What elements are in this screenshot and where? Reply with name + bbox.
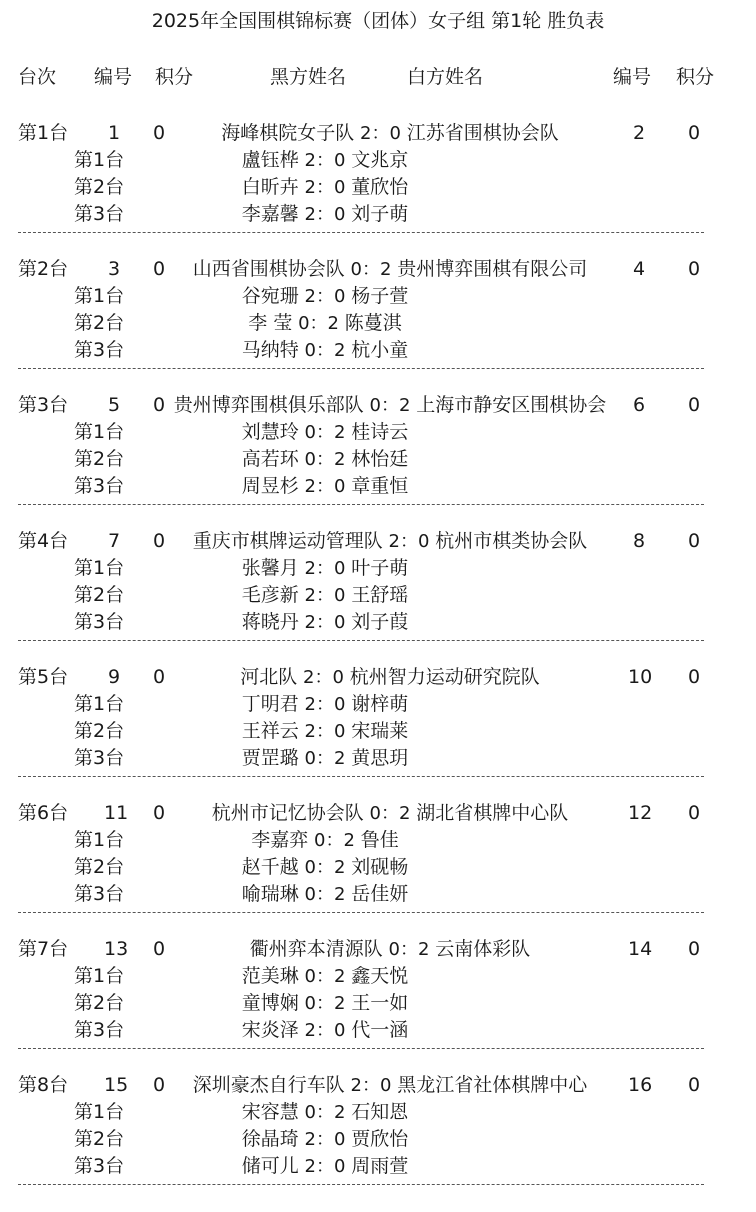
white-player-name: 刘砚畅 [351, 856, 409, 878]
white-team-name: 湖北省棋牌中心队 [416, 802, 569, 824]
board-matchup [210, 1021, 440, 1040]
team-match-row [0, 396, 756, 420]
white-player-name: 石知恩 [351, 1101, 409, 1123]
board-matchup [210, 1157, 440, 1176]
team-matchup [150, 260, 630, 279]
board-matchup [210, 586, 440, 605]
white-team-number: 16 [628, 1074, 653, 1096]
board-game-row [0, 885, 756, 909]
black-team-number: 9 [107, 666, 121, 688]
table-label: 第4台 [18, 530, 69, 552]
board-label: 第3台 [74, 883, 125, 905]
board-label: 第3台 [74, 1019, 125, 1041]
white-team-name: 杭州智力运动研究院队 [349, 666, 540, 688]
black-team-number: 3 [107, 258, 121, 280]
white-player-name: 谢梓萌 [351, 693, 409, 715]
table-label: 第6台 [18, 802, 69, 824]
white-player-name: 叶子萌 [351, 557, 409, 579]
white-team-number: 2 [632, 122, 646, 144]
dashed-divider [18, 912, 704, 913]
board-result: 0：2 [304, 422, 346, 443]
team-matchup [150, 1076, 630, 1095]
black-player-name: 刘慧玲 [241, 421, 299, 443]
board-label: 第1台 [74, 693, 125, 715]
black-player-name: 贾罡璐 [241, 747, 299, 769]
white-player-name: 代一涵 [351, 1019, 409, 1041]
board-label: 第3台 [74, 339, 125, 361]
column-header-row [0, 68, 756, 92]
board-game-row [0, 1130, 756, 1154]
board-matchup [210, 885, 440, 904]
black-player-name: 李嘉馨 [241, 203, 299, 225]
white-team-number: 10 [628, 666, 653, 688]
black-team-name: 山西省围棋协会队 [192, 258, 345, 280]
board-label: 第2台 [74, 176, 125, 198]
board-game-row [0, 586, 756, 610]
white-player-name: 陈蔓淇 [344, 312, 402, 334]
board-matchup [210, 205, 440, 224]
white-team-name: 云南体彩队 [435, 938, 531, 960]
match-block [0, 668, 756, 804]
match-block [0, 396, 756, 532]
board-game-row [0, 559, 756, 583]
board-matchup [210, 967, 440, 986]
match-block [0, 1076, 756, 1212]
board-game-row [0, 205, 756, 229]
white-team-name: 杭州市棋类协会队 [435, 530, 588, 552]
white-player-name: 鲁佳 [360, 829, 399, 851]
board-game-row [0, 178, 756, 202]
black-team-name: 海峰棋院女子队 [221, 122, 355, 144]
board-label: 第1台 [74, 829, 125, 851]
black-team-name: 衢州弈本清源队 [249, 938, 383, 960]
white-team-score: 0 [687, 394, 701, 416]
black-team-score: 0 [152, 258, 166, 280]
black-player-name: 蒋晓丹 [241, 611, 299, 633]
board-label: 第2台 [74, 312, 125, 334]
white-team-score: 0 [687, 802, 701, 824]
board-game-row [0, 831, 756, 855]
white-team-number: 6 [632, 394, 646, 416]
board-result: 2：0 [304, 150, 346, 171]
white-player-name: 文兆京 [351, 149, 409, 171]
white-team-number: 8 [632, 530, 646, 552]
board-game-row [0, 994, 756, 1018]
board-matchup [210, 858, 440, 877]
board-game-row [0, 450, 756, 474]
black-player-name: 马纳特 [241, 339, 299, 361]
board-label: 第1台 [74, 557, 125, 579]
board-result: 2：0 [304, 1020, 346, 1041]
white-player-name: 贾欣怡 [351, 1128, 409, 1150]
white-player-name: 岳佳妍 [351, 883, 409, 905]
header-score-white: 积分 [676, 66, 715, 88]
black-player-name: 童博娴 [241, 992, 299, 1014]
team-match-row [0, 260, 756, 284]
white-player-name: 刘子葭 [351, 611, 409, 633]
table-label: 第1台 [18, 122, 69, 144]
board-game-row [0, 477, 756, 501]
white-team-number: 4 [632, 258, 646, 280]
black-player-name: 谷宛珊 [241, 285, 299, 307]
board-game-row [0, 423, 756, 447]
match-block [0, 124, 756, 260]
board-label: 第2台 [74, 720, 125, 742]
board-label: 第3台 [74, 611, 125, 633]
white-player-name: 桂诗云 [351, 421, 409, 443]
board-matchup [210, 477, 440, 496]
black-team-score: 0 [152, 530, 166, 552]
table-label: 第7台 [18, 938, 69, 960]
board-label: 第1台 [74, 1101, 125, 1123]
board-game-row [0, 967, 756, 991]
black-team-score: 0 [152, 666, 166, 688]
team-result: 2：0 [360, 123, 401, 144]
board-label: 第1台 [74, 285, 125, 307]
black-team-number: 15 [104, 1074, 129, 1096]
board-result: 2：0 [304, 558, 346, 579]
dashed-divider [18, 232, 704, 233]
team-result: 0：2 [388, 939, 430, 960]
board-label: 第2台 [74, 1128, 125, 1150]
black-team-name: 河北队 [240, 666, 298, 688]
board-result: 0：2 [304, 748, 346, 769]
black-player-name: 储可儿 [241, 1155, 299, 1177]
white-player-name: 杭小童 [351, 339, 409, 361]
team-match-row [0, 532, 756, 556]
header-no-white: 编号 [613, 66, 652, 88]
white-player-name: 王一如 [351, 992, 409, 1014]
board-label: 第3台 [74, 203, 125, 225]
board-result: 0：2 [304, 449, 346, 470]
board-result: 0：2 [304, 884, 346, 905]
black-team-number: 1 [107, 122, 121, 144]
black-team-name: 深圳豪杰自行车队 [192, 1074, 345, 1096]
board-label: 第3台 [74, 1155, 125, 1177]
team-result: 2：0 [388, 531, 430, 552]
white-player-name: 董欣怡 [351, 176, 409, 198]
team-match-row [0, 124, 756, 148]
header-no-black: 编号 [94, 66, 133, 88]
board-matchup [210, 831, 440, 850]
team-result: 2：0 [350, 1075, 392, 1096]
black-team-score: 0 [152, 394, 166, 416]
board-label: 第1台 [74, 421, 125, 443]
board-matchup [210, 559, 440, 578]
board-label: 第2台 [74, 448, 125, 470]
board-result: 0：2 [304, 993, 346, 1014]
black-player-name: 范美琳 [241, 965, 299, 987]
white-team-score: 0 [687, 530, 701, 552]
team-result: 2：0 [303, 667, 344, 688]
team-matchup [150, 668, 630, 687]
black-team-number: 13 [104, 938, 129, 960]
board-matchup [210, 994, 440, 1013]
board-result: 2：0 [304, 476, 346, 497]
board-label: 第2台 [74, 584, 125, 606]
white-player-name: 宋瑞莱 [351, 720, 409, 742]
black-player-name: 高若环 [241, 448, 299, 470]
black-player-name: 毛彦新 [241, 584, 299, 606]
white-team-name: 贵州博弈围棋有限公司 [397, 258, 588, 280]
dashed-divider [18, 776, 704, 777]
black-player-name: 李 莹 [248, 312, 293, 334]
board-matchup [210, 695, 440, 714]
black-player-name: 李嘉弈 [251, 829, 309, 851]
board-game-row [0, 722, 756, 746]
board-result: 0：2 [304, 340, 346, 361]
black-player-name: 盧钰桦 [241, 149, 299, 171]
dashed-divider [18, 504, 704, 505]
board-result: 0：2 [298, 313, 339, 334]
board-result: 0：2 [304, 857, 346, 878]
black-player-name: 丁明君 [241, 693, 299, 715]
dashed-divider [18, 368, 704, 369]
board-label: 第3台 [74, 747, 125, 769]
black-team-name: 贵州博弈围棋俱乐部队 [173, 394, 364, 416]
black-team-number: 5 [107, 394, 121, 416]
team-matchup [150, 804, 630, 823]
table-label: 第5台 [18, 666, 69, 688]
black-player-name: 宋炎泽 [241, 1019, 299, 1041]
board-game-row [0, 151, 756, 175]
board-game-row [0, 613, 756, 637]
white-player-name: 杨子萱 [351, 285, 409, 307]
board-result: 2：0 [304, 585, 346, 606]
white-team-score: 0 [687, 1074, 701, 1096]
board-result: 2：0 [304, 177, 346, 198]
black-team-score: 0 [152, 1074, 166, 1096]
black-team-score: 0 [152, 122, 166, 144]
black-team-name: 重庆市棋牌运动管理队 [192, 530, 383, 552]
black-team-name: 杭州市记忆协会队 [211, 802, 364, 824]
white-player-name: 林怡廷 [351, 448, 409, 470]
white-player-name: 周雨萱 [351, 1155, 409, 1177]
team-matchup [150, 396, 630, 415]
board-matchup [210, 749, 440, 768]
board-matchup [210, 423, 440, 442]
match-block [0, 940, 756, 1076]
black-player-name: 白昕卉 [241, 176, 299, 198]
black-player-name: 赵千越 [241, 856, 299, 878]
board-matchup [210, 450, 440, 469]
black-team-number: 7 [107, 530, 121, 552]
team-matchup [150, 124, 630, 143]
team-match-row [0, 804, 756, 828]
black-player-name: 喻瑞琳 [241, 883, 299, 905]
header-table: 台次 [18, 66, 57, 88]
black-team-score: 0 [152, 802, 166, 824]
board-label: 第1台 [74, 965, 125, 987]
match-block [0, 804, 756, 940]
board-result: 2：0 [304, 721, 346, 742]
white-team-score: 0 [687, 666, 701, 688]
board-game-row [0, 858, 756, 882]
black-player-name: 宋容慧 [241, 1101, 299, 1123]
black-player-name: 张馨月 [241, 557, 299, 579]
team-result: 0：2 [369, 803, 411, 824]
board-matchup [210, 613, 440, 632]
black-player-name: 王祥云 [241, 720, 299, 742]
board-label: 第1台 [74, 149, 125, 171]
board-matchup [210, 178, 440, 197]
white-team-number: 14 [628, 938, 653, 960]
board-result: 0：2 [304, 1102, 346, 1123]
team-result: 0：2 [350, 259, 392, 280]
team-result: 0：2 [369, 395, 411, 416]
white-player-name: 刘子萌 [351, 203, 409, 225]
black-team-number: 11 [104, 802, 129, 824]
board-result: 0：2 [304, 966, 346, 987]
board-result: 0：2 [314, 830, 355, 851]
board-game-row [0, 1157, 756, 1181]
team-match-row [0, 940, 756, 964]
white-team-score: 0 [687, 258, 701, 280]
dashed-divider [18, 1048, 704, 1049]
board-result: 2：0 [304, 612, 346, 633]
white-player-name: 章重恒 [351, 475, 409, 497]
board-game-row [0, 749, 756, 773]
board-game-row [0, 314, 756, 338]
board-game-row [0, 695, 756, 719]
board-matchup [210, 287, 440, 306]
team-match-row [0, 668, 756, 692]
match-block [0, 532, 756, 668]
white-player-name: 鑫天悦 [351, 965, 409, 987]
header-white-name: 白方姓名 [407, 66, 484, 88]
board-matchup [210, 341, 440, 360]
board-result: 2：0 [304, 1129, 346, 1150]
black-team-score: 0 [152, 938, 166, 960]
table-label: 第8台 [18, 1074, 69, 1096]
white-team-name: 江苏省围棋协会队 [406, 122, 559, 144]
table-label: 第2台 [18, 258, 69, 280]
board-label: 第3台 [74, 475, 125, 497]
team-matchup [150, 940, 630, 959]
board-matchup [210, 1103, 440, 1122]
white-team-score: 0 [687, 122, 701, 144]
white-team-name: 黑龙江省社体棋牌中心 [397, 1074, 588, 1096]
board-matchup [210, 314, 440, 333]
board-label: 第2台 [74, 992, 125, 1014]
page-title: 2025年全国围棋锦标赛（团体）女子组 第1轮 胜负表 [151, 10, 605, 32]
board-result: 2：0 [304, 204, 346, 225]
board-label: 第2台 [74, 856, 125, 878]
board-matchup [210, 1130, 440, 1149]
black-player-name: 徐晶琦 [241, 1128, 299, 1150]
white-team-name: 上海市静安区围棋协会 [416, 394, 607, 416]
team-matchup [150, 532, 630, 551]
match-block [0, 260, 756, 396]
header-score-black: 积分 [155, 66, 194, 88]
board-game-row [0, 1021, 756, 1045]
team-match-row [0, 1076, 756, 1100]
dashed-divider [18, 1184, 704, 1185]
white-player-name: 王舒瑶 [351, 584, 409, 606]
board-game-row [0, 341, 756, 365]
board-matchup [210, 151, 440, 170]
dashed-divider [18, 640, 704, 641]
board-matchup [210, 722, 440, 741]
white-player-name: 黄思玥 [351, 747, 409, 769]
board-result: 2：0 [304, 694, 346, 715]
board-result: 2：0 [304, 1156, 346, 1177]
header-black-name: 黑方姓名 [270, 66, 347, 88]
board-game-row [0, 1103, 756, 1127]
board-result: 2：0 [304, 286, 346, 307]
table-label: 第3台 [18, 394, 69, 416]
black-player-name: 周昱杉 [241, 475, 299, 497]
board-game-row [0, 287, 756, 311]
white-team-number: 12 [628, 802, 653, 824]
white-team-score: 0 [687, 938, 701, 960]
